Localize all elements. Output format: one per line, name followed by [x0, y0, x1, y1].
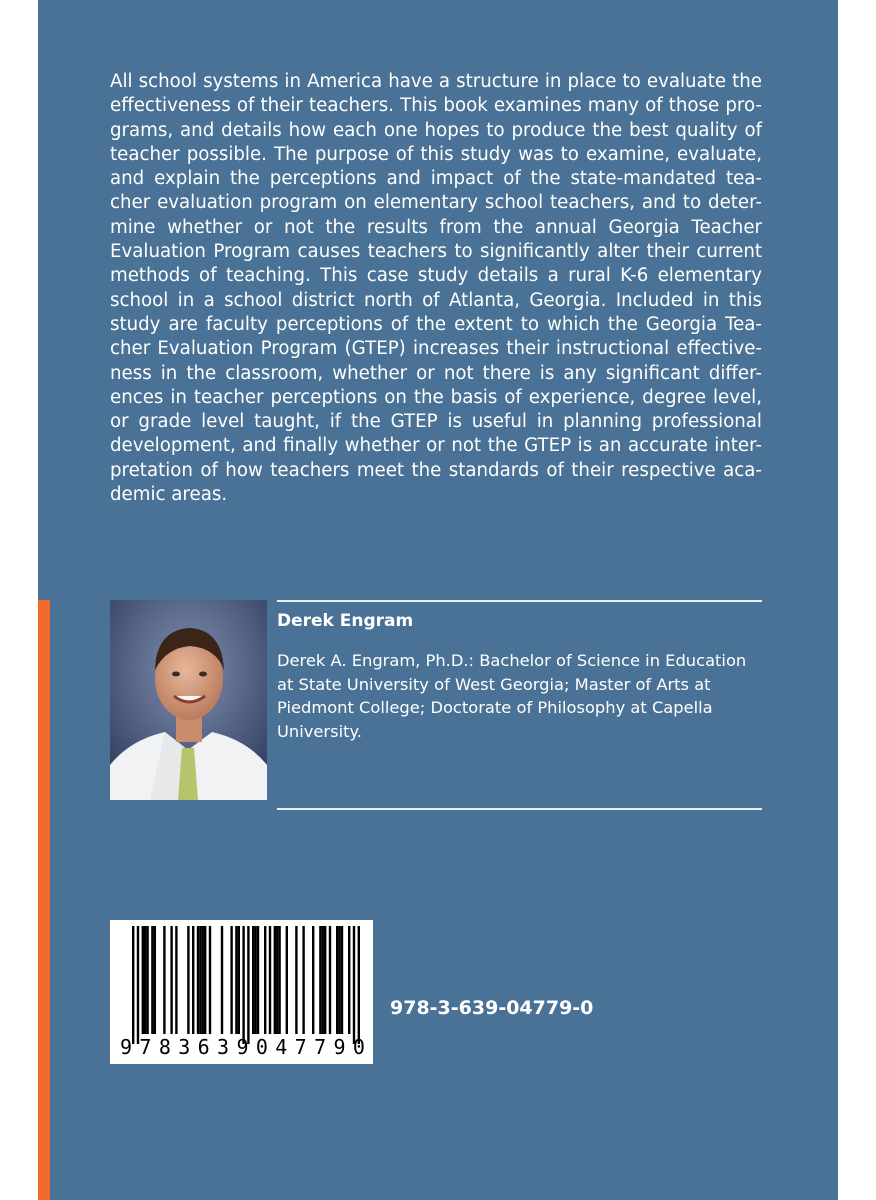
author-bio-line: Piedmont College; Doctorate of Philosophy at Capella	[277, 698, 713, 718]
divider-top	[277, 600, 762, 602]
barcode-digit: 8	[158, 1035, 171, 1059]
description-line: or grade level taught, if the GTEP is useful in planning professional	[110, 411, 762, 433]
description-line: pretation of how teachers meet the standards of their respective aca-	[110, 459, 762, 481]
barcode-digit: 7	[314, 1035, 327, 1059]
barcode-bar	[269, 926, 271, 1034]
barcode-bar	[312, 926, 314, 1034]
description-line: All school systems in America have a structure in place to evaluate the	[110, 71, 762, 92]
description-line: ences in teacher perceptions on the basis of experience, degree level,	[110, 386, 762, 408]
book-description	[110, 70, 762, 507]
barcode-bar	[286, 926, 288, 1034]
author-photo	[110, 600, 267, 800]
description-line: development, and finally whether or not the GTEP is an accurate inter-	[110, 435, 762, 457]
isbn-number: 978-3-639-04779-0	[390, 997, 594, 1019]
barcode-bar	[278, 926, 280, 1034]
description-line: teacher possible. The purpose of this study was to examine, evaluate,	[110, 143, 762, 165]
barcode-bar	[170, 926, 172, 1034]
barcode-bar	[238, 926, 240, 1034]
barcode-bar	[264, 926, 266, 1034]
barcode-bar	[154, 926, 156, 1034]
barcode-digit: 9	[120, 1035, 133, 1059]
barcode-bar	[209, 926, 211, 1034]
barcode-digit: 7	[294, 1035, 307, 1059]
author-bio-line: Derek A. Engram, Ph.D.: Bachelor of Science in Education	[277, 651, 747, 670]
description-line: cher evaluation program on elementary school teachers, and to deter-	[110, 192, 762, 214]
barcode-bar	[322, 926, 324, 1034]
barcode-digit: 3	[178, 1035, 191, 1059]
barcode-bar	[132, 926, 134, 1044]
barcode-bar	[192, 926, 194, 1034]
description-line: methods of teaching. This case study details a rural K-6 elementary	[110, 265, 762, 287]
barcode-bar	[187, 926, 189, 1034]
barcode-bar	[338, 926, 340, 1034]
barcode-bar	[242, 926, 244, 1044]
description-line: mine whether or not the results from the annual Georgia Teacher	[110, 216, 762, 238]
barcode-bar	[341, 926, 343, 1034]
accent-stripe	[38, 600, 50, 1200]
barcode-bar	[329, 926, 331, 1034]
author-bio	[277, 649, 767, 744]
barcode-bar	[197, 926, 199, 1034]
barcode-bar	[276, 926, 278, 1034]
barcode-bar	[221, 926, 223, 1034]
description-line: effectiveness of their teachers. This book examines many of those pro-	[110, 95, 762, 117]
barcode-bar	[353, 926, 355, 1044]
barcode-bar	[137, 926, 139, 1044]
author-bio-line: at State University of West Georgia; Master of Arts at	[277, 674, 711, 694]
barcode-bar	[151, 926, 153, 1034]
barcode-digit: 0	[352, 1035, 365, 1059]
barcode-bar	[358, 926, 360, 1044]
barcode-digit: 0	[255, 1035, 268, 1059]
barcode-bar	[252, 926, 254, 1034]
barcode-bar	[146, 926, 148, 1034]
barcode-bar	[230, 926, 232, 1034]
barcode-bar	[247, 926, 249, 1044]
barcode-bar	[142, 926, 144, 1034]
author-name: Derek Engram	[277, 611, 414, 631]
barcode-bar	[175, 926, 177, 1034]
description-line: grams, and details how each one hopes to produce the best quality of	[110, 119, 762, 141]
barcode-bar	[199, 926, 201, 1034]
barcode-digits	[120, 1037, 365, 1057]
barcode-bar	[295, 926, 297, 1034]
barcode-bar	[274, 926, 276, 1034]
barcode-digit: 9	[236, 1035, 249, 1059]
barcode-bar	[319, 926, 321, 1034]
barcode-bar	[302, 926, 304, 1034]
barcode-bar	[144, 926, 146, 1034]
barcode-digit: 9	[333, 1035, 346, 1059]
barcode-digit: 6	[197, 1035, 210, 1059]
description-line: demic areas.	[110, 484, 228, 506]
author-bio-line: University.	[277, 722, 362, 742]
barcode-digit: 7	[139, 1035, 152, 1059]
barcode-bar	[202, 926, 204, 1034]
barcode-bar	[204, 926, 206, 1034]
barcode-bar	[163, 926, 165, 1034]
description-line: school in a school district north of Atlanta, Georgia. Included in this	[110, 289, 762, 311]
barcode-bar	[324, 926, 326, 1034]
barcode-bar	[235, 926, 237, 1034]
barcode	[110, 920, 373, 1064]
barcode-bar	[254, 926, 256, 1034]
description-line: and explain the perceptions and impact of the state-mandated tea-	[110, 168, 762, 190]
description-line: cher Evaluation Program (GTEP) increases their instructional effective-	[110, 338, 762, 360]
barcode-bar	[348, 926, 350, 1034]
description-line: Evaluation Program causes teachers to significantly alter their current	[110, 241, 762, 263]
barcode-bar	[336, 926, 338, 1034]
description-line: ness in the classroom, whether or not there is any significant differ-	[110, 362, 762, 384]
barcode-bar	[257, 926, 259, 1034]
barcode-digit: 3	[217, 1035, 230, 1059]
description-line: study are faculty perceptions of the extent to which the Georgia Tea-	[110, 313, 762, 335]
barcode-digit: 4	[275, 1035, 288, 1059]
divider-bottom	[277, 808, 762, 810]
